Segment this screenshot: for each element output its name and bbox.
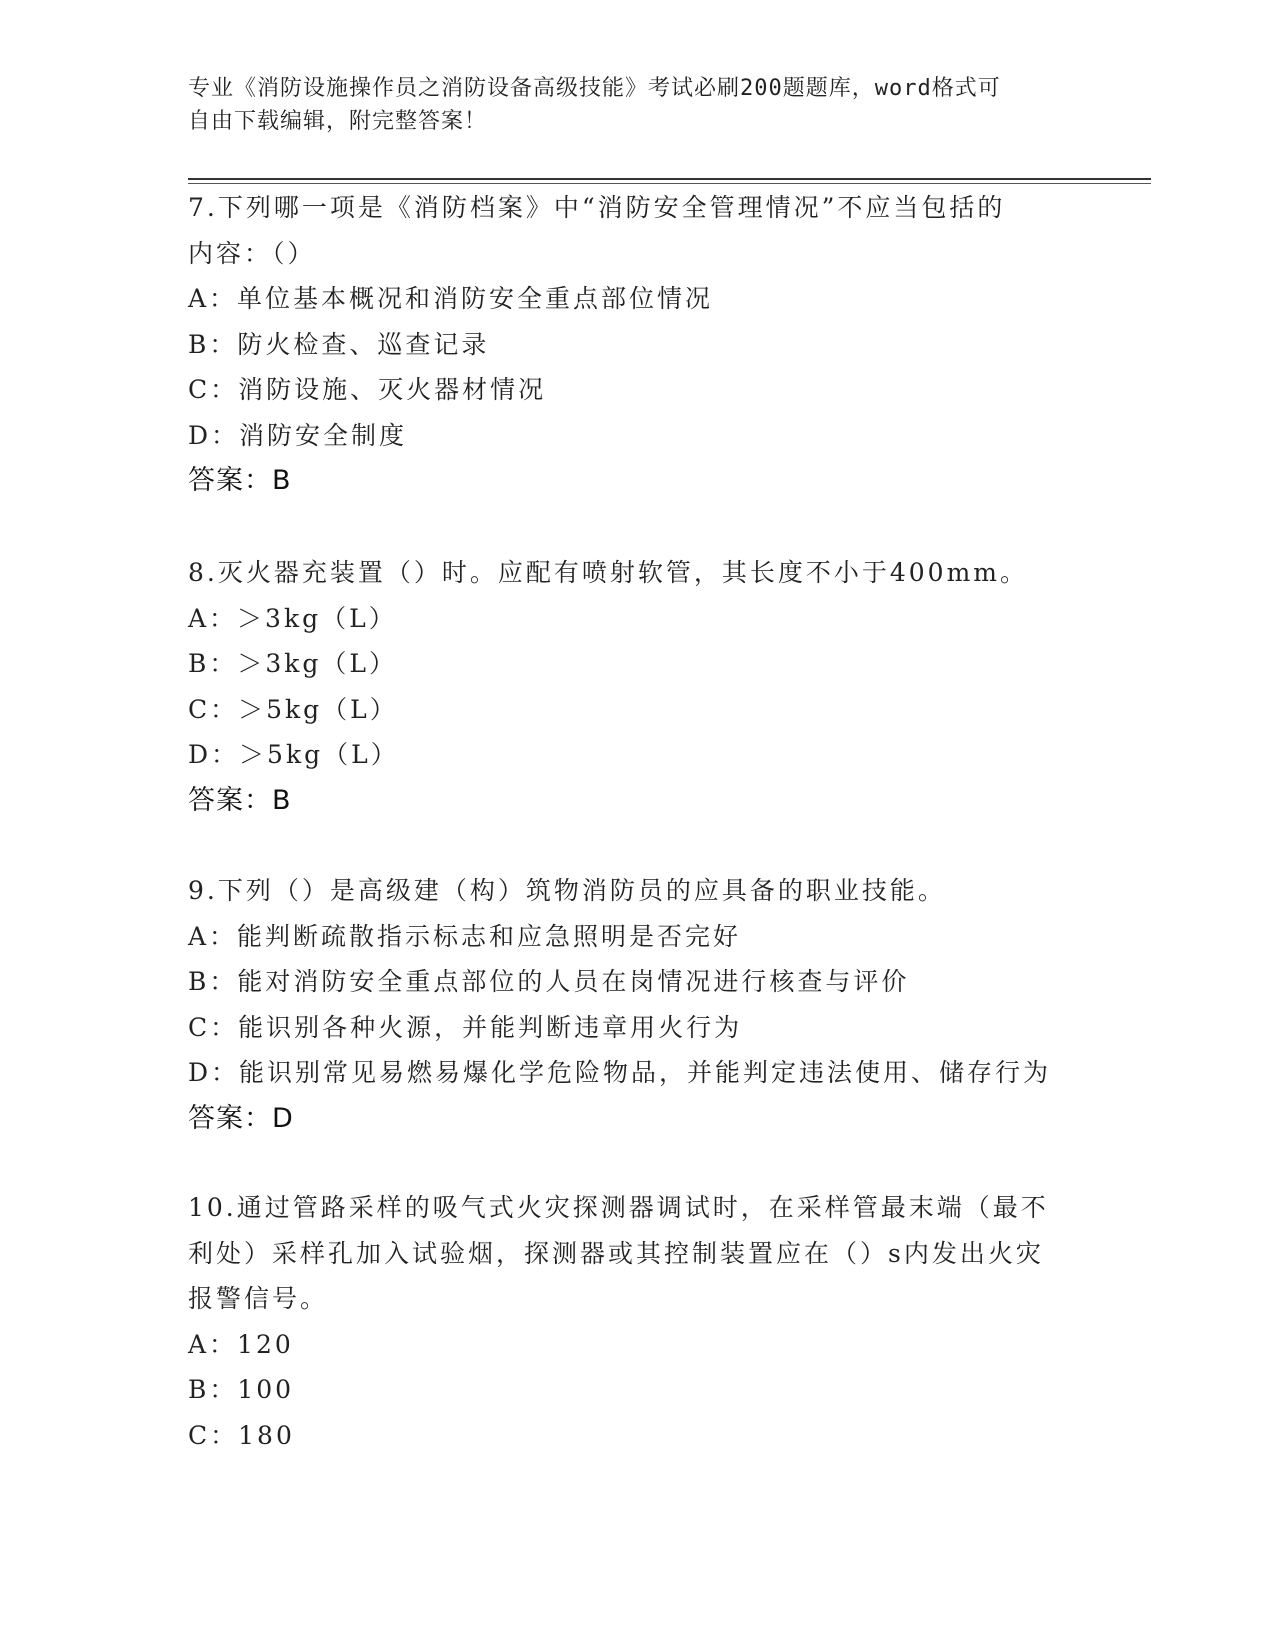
option-c: C：能识别各种火源，并能判断违章用火行为 [188,1012,743,1042]
option-b: B：能对消防安全重点部位的人员在岗情况进行核查与评价 [188,967,910,996]
question-stem: 8.灭火器充装置（）时。应配有喷射软管，其长度不小于400mm。 [188,558,1028,587]
option-c: C：＞5kg（L） [188,694,398,724]
answer-label: 答案：B [188,784,292,816]
option-a: A：单位基本概况和消防安全重点部位情况 [188,284,714,313]
option-c: C：消防设施、灭火器材情况 [188,375,547,404]
option-b: B：100 [188,1375,295,1404]
question-stem: 报警信号。 [188,1284,329,1313]
option-d: D：消防安全制度 [188,420,408,450]
option-b: B：＞3kg（L） [188,649,398,678]
header-divider [188,183,1151,184]
document-header [188,72,1068,138]
question-7 [188,185,1088,504]
option-a: A：120 [188,1329,294,1359]
question-stem: 9.下列（）是高级建（构）筑物消防员的应具备的职业技能。 [188,876,946,905]
header-line: 专业《消防设施操作员之消防设备高级技能》考试必刷200题题库，word格式可 [188,76,1001,101]
header-divider [188,178,1151,180]
question-stem: 10.通过管路采样的吸气式火灾探测器调试时，在采样管最末端（最不 [188,1193,1049,1222]
option-d: D：能识别常见易燃易爆化学危险物品，并能判定违法使用、储存行为 [188,1058,1052,1087]
question-stem: 利处）采样孔加入试验烟，探测器或其控制装置应在（）s内发出火灾 [188,1238,1044,1268]
answer-label: 答案：D [188,1102,294,1134]
header-line: 自由下载编辑，附完整答案！ [188,109,488,134]
option-c: C：180 [188,1420,295,1450]
question-9 [188,868,1088,1141]
option-a: A：＞3kg（L） [188,603,397,633]
answer-label: 答案：B [188,465,292,496]
option-d: D：＞5kg（L） [188,740,399,769]
question-8 [188,550,1088,823]
question-10 [188,1185,1088,1458]
question-stem: 内容：（） [188,238,316,268]
option-a: A：能判断疏散指示标志和应急照明是否完好 [188,921,742,951]
question-stem: 7.下列哪一项是《消防档案》中“消防安全管理情况”不应当包括的 [188,193,1006,222]
option-b: B：防火检查、巡查记录 [188,329,490,359]
